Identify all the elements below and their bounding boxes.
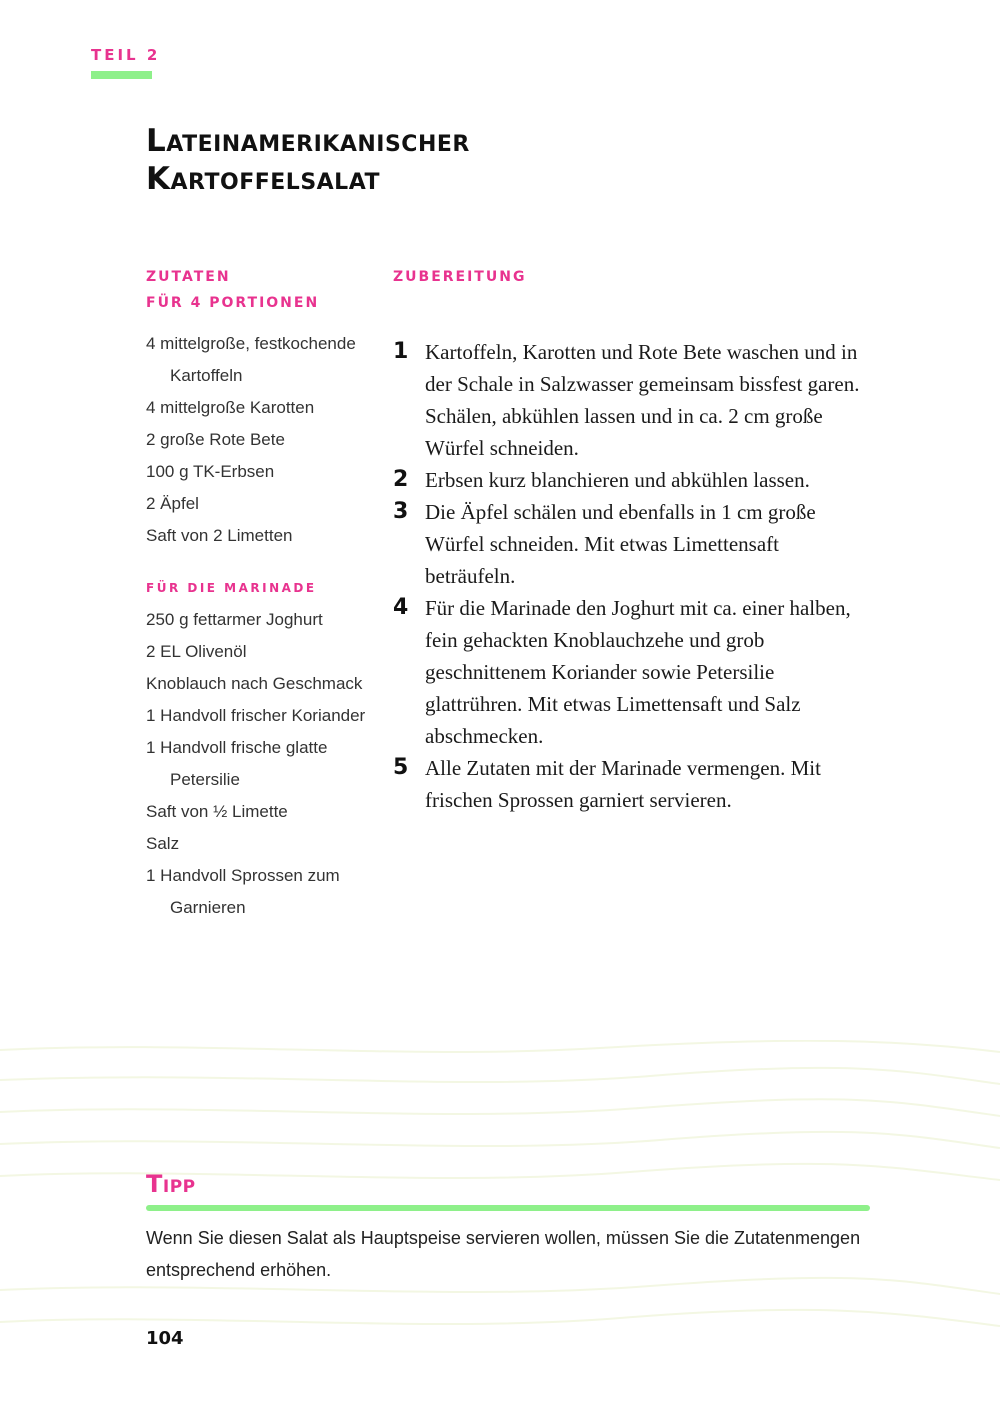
ingredients-heading-line-1: ZUTATEN <box>146 269 231 285</box>
marinade-item: Salz <box>146 834 180 853</box>
step-number: 5 <box>393 755 409 780</box>
ingredients-heading <box>146 264 386 316</box>
marinade-item: 250 g fettarmer Joghurt <box>146 610 323 629</box>
step-text: Die Äpfel schälen und ebenfalls in 1 cm große Würfel schneiden. Mit etwas Limettensaft beträufeln. <box>425 500 816 588</box>
ingredient-item: Saft von 2 Limetten <box>146 526 293 545</box>
marinade-item: 1 Handvoll frische glatte Petersilie <box>146 738 328 789</box>
step-item <box>393 336 873 464</box>
step-item <box>393 496 873 592</box>
tipp-title: Tipp <box>146 1170 196 1198</box>
ingredients-column <box>146 264 386 924</box>
ingredient-item: 2 Äpfel <box>146 494 199 513</box>
tipp-divider <box>146 1205 870 1211</box>
preparation-column <box>393 264 873 816</box>
step-item <box>393 592 873 752</box>
step-text: Für die Marinade den Joghurt mit ca. einer halben, fein gehackten Knoblauchzehe und grob geschnittenem Koriander sowie Petersilie glattrühren. Mit etwas Limettensaft und Salz abschmecken. <box>425 596 851 748</box>
step-number: 1 <box>393 339 409 364</box>
step-text: Erbsen kurz blanchieren und abkühlen lassen. <box>425 468 810 492</box>
preparation-steps <box>393 336 873 816</box>
marinade-heading: FÜR DIE MARINADE <box>146 581 317 595</box>
recipe-title <box>146 122 926 198</box>
marinade-item: 1 Handvoll frischer Koriander <box>146 706 366 725</box>
marinade-list <box>146 604 386 924</box>
recipe-title-line-2: Kartoffelsalat <box>146 161 381 197</box>
marinade-item: Knoblauch nach Geschmack <box>146 674 363 693</box>
marinade-item: 1 Handvoll Sprossen zum Garnieren <box>146 866 340 917</box>
section-underline <box>91 71 152 79</box>
tipp-text: Wenn Sie diesen Salat als Hauptspeise servieren wollen, müssen Sie die Zutatenmengen entsprechend erhöhen. <box>146 1228 861 1280</box>
step-number: 4 <box>393 595 409 620</box>
ingredients-list <box>146 328 386 552</box>
ingredient-item: 4 mittelgroße, festkochende Kartoffeln <box>146 334 356 385</box>
ingredient-item: 2 große Rote Bete <box>146 430 285 449</box>
step-text: Alle Zutaten mit der Marinade vermengen. Mit frischen Sprossen garniert servieren. <box>425 756 821 812</box>
ingredient-item: 4 mittelgroße Karotten <box>146 398 315 417</box>
step-item <box>393 752 873 816</box>
ingredient-item: 100 g TK-Erbsen <box>146 462 275 481</box>
recipe-title-line-1: Lateinamerikanischer <box>146 123 470 159</box>
step-item <box>393 464 873 496</box>
step-text: Kartoffeln, Karotten und Rote Bete waschen und in der Schale in Salzwasser gemeinsam bissfest garen. Schälen, abkühlen lassen und in ca. 2 cm große Würfel schneiden. <box>425 340 860 460</box>
marinade-item: Saft von ½ Limette <box>146 802 288 821</box>
step-number: 3 <box>393 499 409 524</box>
preparation-heading: ZUBEREITUNG <box>393 269 527 285</box>
ingredients-heading-line-2: FÜR 4 PORTIONEN <box>146 295 320 311</box>
page-number: 104 <box>146 1328 184 1349</box>
marinade-item: 2 EL Olivenöl <box>146 642 247 661</box>
step-number: 2 <box>393 467 409 492</box>
section-label: TEIL 2 <box>91 46 161 64</box>
